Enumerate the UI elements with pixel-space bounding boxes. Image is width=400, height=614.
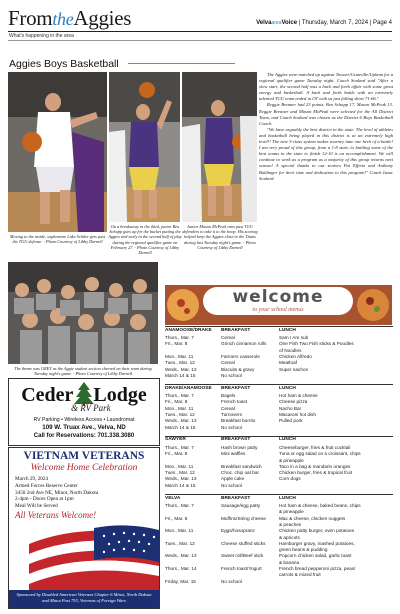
masthead-rule: [8, 31, 392, 32]
menu-lunch: Hot ham & cheese, baked beans, chips: [279, 503, 361, 508]
menu-day: Thurs., Mar. 7: [165, 503, 194, 508]
caption-1: Moving to the inside, sophomore Luke Schiler gets past the TGU defense. - Photo Courtesy of Libby Darnell: [9, 234, 106, 245]
menu-breakfast: Breakfast burrito: [221, 418, 256, 424]
masthead-title: FromtheAggies: [8, 6, 132, 30]
ad2-line2: 3450 2nd Ave NE, Minot, North Dakota: [15, 489, 99, 496]
ad-ceder-lodge: [8, 378, 160, 446]
menu-breakfast: Apple cake: [221, 476, 245, 482]
menu-lunch: Macaroni hot dish: [279, 412, 316, 417]
ad2-subtitle: Welcome Home Celebration: [30, 463, 138, 473]
menu-breakfast: Cheese stuffed sticks: [221, 540, 266, 546]
menu-lunch: & apricots: [279, 534, 300, 540]
flag-illustration: [9, 522, 159, 590]
menu-day: Thurs., Mar. 7: [165, 335, 194, 340]
menu-day: Tues., Mar. 12: [165, 470, 195, 476]
ad2-line4: Meal Will be Served: [15, 503, 58, 510]
menu-breakfast: Hash brown patty: [221, 444, 258, 450]
menu-breakfast: French toast: [221, 399, 248, 405]
menu-breakfast: No school: [221, 372, 242, 378]
menu-school-name: VELVA: [165, 495, 181, 501]
ad2-footer: Sponsored by Disabled American Veterans Chapter 6 Minot, North Dakota and Minot Post 753, Veterans of Foreign Wars: [16, 592, 152, 603]
menu-breakfast: French toast/Yogurt: [221, 566, 262, 571]
menu-day: Thurs., Mar. 14: [165, 566, 197, 571]
section-rule: [128, 63, 235, 64]
ad-vietnam-veterans: [8, 447, 160, 609]
menu-breakfast: No school: [221, 482, 242, 488]
article-p2: Reggie Brenner had 23 points, Ben Schapp 17, Mason McPeak 13. Reggie Brenner and Mason McPeak were selected for the All District Team, and Coach Soulard was chosen as the District 6 Boys Basketball Coach.: [259, 102, 393, 126]
menu-column-header: BREAKFAST: [221, 385, 251, 391]
menu-lunch: One Fish Two Fish sticks & Poodles: [279, 341, 354, 347]
menu-breakfast: Cereal: [221, 335, 235, 340]
menu-day: Weds., Mar. 13: [165, 553, 197, 559]
article-body: [259, 72, 393, 182]
menu-day: March 14 & 15: [165, 424, 196, 430]
menu-lunch: Taco in a bag & mandarin oranges: [279, 463, 351, 469]
menu-column-header: LUNCH: [279, 385, 296, 391]
menu-lunch: carrots & mixed fruit: [279, 572, 321, 578]
menu-day: Fri., Mar. 8: [165, 341, 188, 347]
menu-lunch: Meatloaf: [279, 360, 297, 366]
menu-title: welcome: [232, 287, 324, 307]
menu-breakfast: Mini waffles: [221, 451, 246, 457]
photo-luke-schiler: [8, 72, 107, 232]
ad2-line3: 2-4pm - Doors Open at 1pm: [15, 496, 74, 503]
menu-lunch: & peaches: [279, 521, 302, 527]
menu-column-header: BREAKFAST: [221, 495, 251, 501]
menu-lunch: Hamburger gravy, mashed potatoes,: [279, 540, 355, 546]
menu-school-name: ANAMOOSE/DRAKE: [165, 327, 212, 333]
menu-lunch: Mac & cheese, chicken nuggets: [279, 515, 346, 521]
ad2-line1: Armed Forces Reserve Center: [15, 482, 78, 489]
ad1-line3: Call for Reservations: 701.338.3080: [33, 433, 135, 439]
menu-column-header: LUNCH: [279, 327, 296, 333]
menu-breakfast: Biscuits & gravy: [221, 366, 255, 372]
menu-day: Fri., Mar. 8: [165, 515, 188, 521]
menu-school-name: DRAKE/ANAMOOSE: [165, 385, 212, 391]
menu-column-header: LUNCH: [279, 495, 296, 501]
article-p1: The Aggies were matched up against Towner/Granville/Upham for a regional qualifier game Tuesday night. Coach Soulard said "After a slow start, the second half was a back and forth affair with some great energy and basketball. A back and forth battle with an extremely talented TGU team ended in OT with us just falling short 71-66.": [259, 72, 393, 102]
menu-day: Thurs., Mar. 7: [165, 393, 194, 399]
menu-breakfast: Sausage/egg patty: [221, 503, 261, 508]
menu-column-header: BREAKFAST: [221, 437, 251, 443]
menu-breakfast: Cereal: [221, 405, 235, 411]
masthead-issue: VelvaareaVoice | Thursday, March 7, 2024 | Page 4: [256, 20, 392, 26]
menu-breakfast: Farmers casserole: [221, 353, 260, 359]
ad1-line1: RV Parking • Wireless Access • Laundromat: [33, 417, 135, 423]
menu-lunch: & banana: [279, 559, 300, 565]
menu-day: Fri., Mar. 8: [165, 399, 188, 405]
menu-breakfast: Eggs/hosopranz: [221, 528, 255, 534]
menu-lunch: Super nachos: [279, 366, 308, 372]
menu-day: March 14 & 15: [165, 482, 196, 488]
menu-subtitle: to your school menus: [252, 307, 304, 313]
menu-day: Friday, Mar. 15: [165, 578, 196, 584]
menu-breakfast: Grinch cinnamon rolls: [221, 341, 267, 347]
menu-breakfast: Cereal: [221, 360, 235, 366]
menu-breakfast: Turnovers: [221, 412, 242, 417]
caption-3: Junior Mason McPeak runs past TGU defenders to take it to the hoop. His scoring helped keep the Aggies close to the Titans during last Tuesday night's game. - Photo Courtesy of Libby Darnell: [182, 224, 258, 250]
caption-2: On a breakaway in the third, junior Ben Schapp goes up for the bucket putting the Aggies tied early in the second half of play during the regional qualifier game on February 27. - Photo Courtesy of Libby Darnell: [108, 224, 182, 256]
menu-day: Weds., Mar. 13: [165, 366, 197, 372]
menu-day: Fri., Mar. 8: [165, 451, 188, 457]
menu-lunch: & pineapple: [279, 509, 304, 515]
menu-breakfast: Sweet roll/Beef stick: [221, 553, 264, 559]
menu-day: Mon., Mar. 11: [165, 405, 194, 411]
menu-lunch: Corn dogs: [279, 476, 301, 482]
menu-lunch: French bread pepperoni pizza, peas/: [279, 566, 356, 571]
menu-day: March 14 & 15: [165, 372, 196, 378]
ad1-name-b: Lodge: [93, 384, 147, 406]
menu-lunch: Popcorn chicken salad, garlic toast: [279, 553, 352, 559]
menu-breakfast: Bagels: [221, 393, 236, 399]
menu-day: Mon., Mar. 11: [165, 528, 194, 534]
menu-day: Weds., Mar. 13: [165, 476, 197, 482]
menu-lunch: Chicken burger, fries & tropical fruit: [279, 470, 352, 476]
ad1-name-a: Ceder: [21, 384, 74, 406]
photo-ben-schapp: [109, 72, 180, 222]
menu-lunch: Chicken Alfredo: [279, 353, 312, 359]
menu-lunch: & pineapple: [279, 457, 304, 463]
menu-title-badge: [203, 287, 353, 315]
menu-day: Tues., Mar. 12: [165, 540, 195, 546]
menu-day: Mon., Mar. 11: [165, 463, 194, 469]
menu-sections: [165, 326, 393, 610]
ad2-title: VIETNAM VETERANS: [23, 450, 145, 462]
section-title: Aggies Boys Basketball: [9, 58, 119, 70]
menu-day: Weds., Mar. 13: [165, 418, 197, 424]
caption-4: The theme was GREY as the Aggie student section cheered on their team during Tuesday night's game. - Photo Courtesy of Libby Darnell: [14, 366, 152, 377]
menu-lunch: Tuna or egg salad on a croissant, chips: [279, 451, 361, 457]
menu-breakfast: Muffins/String cheese: [221, 515, 266, 521]
menu-day: Thurs., Mar. 7: [165, 444, 194, 450]
menu-breakfast: Breakfast sandwich: [221, 463, 262, 469]
menu-school-name: SAWYER: [165, 437, 186, 443]
menu-lunch: of Noodles: [279, 347, 302, 353]
menu-lunch: Nacho Bar: [279, 405, 302, 411]
menu-column-header: BREAKFAST: [221, 327, 251, 333]
menu-day: Mon., Mar. 11: [165, 353, 194, 359]
menu-lunch: Sam I Am sub: [279, 335, 309, 340]
menu-breakfast: No school: [221, 578, 242, 584]
photo-mason-mcpeak: [182, 72, 257, 222]
menu-breakfast: Choc. chip oat bar: [221, 470, 260, 476]
menu-lunch: Hot ham & cheese: [279, 393, 318, 399]
menu-lunch: Chicken patty burger, oven potatoes: [279, 528, 355, 534]
menu-lunch: green beans & pudding: [279, 547, 328, 553]
menu-column-header: LUNCH: [279, 437, 296, 443]
masthead-rule-lower: [8, 40, 392, 41]
article-p3: "We have arguably the best district in the state. The level of athletes and basketball being played in this district is at an extremely high level!! The new 3-class system makes tourney time one heck of a battle! I am very proud of this group, from a 1-8 start, to battling some of the best teams in the state to finish 12-10 is an accomplishment. We will continue to work as a program as a majority of this group returns next season! A special thanks to our seniors Pat Effertz and Anthony Baldinger for their time and dedication to this program!" Coach Isaac Soulard.: [259, 126, 393, 181]
ad2-date: March 29, 2024: [15, 476, 48, 482]
menu-lunch: Pulled pork: [279, 418, 303, 424]
masthead-subtitle: What's happening in the area: [9, 33, 74, 39]
menu-breakfast: No school: [221, 424, 242, 430]
ad1-name-c: & RV Park: [71, 403, 111, 413]
ad1-line2: 109 W. Truax Ave., Velva, ND: [42, 424, 126, 431]
menu-lunch: Cheese pizza: [279, 399, 308, 405]
menu-lunch: Cheeseburger, fries & fruit cocktail: [279, 444, 351, 450]
photo-student-section: [8, 262, 158, 364]
menu-day: Tues., Mar. 12: [165, 412, 195, 417]
ad2-tagline: All Veterans Welcome!: [15, 510, 97, 520]
menu-day: Tues., Mar. 12: [165, 360, 195, 366]
